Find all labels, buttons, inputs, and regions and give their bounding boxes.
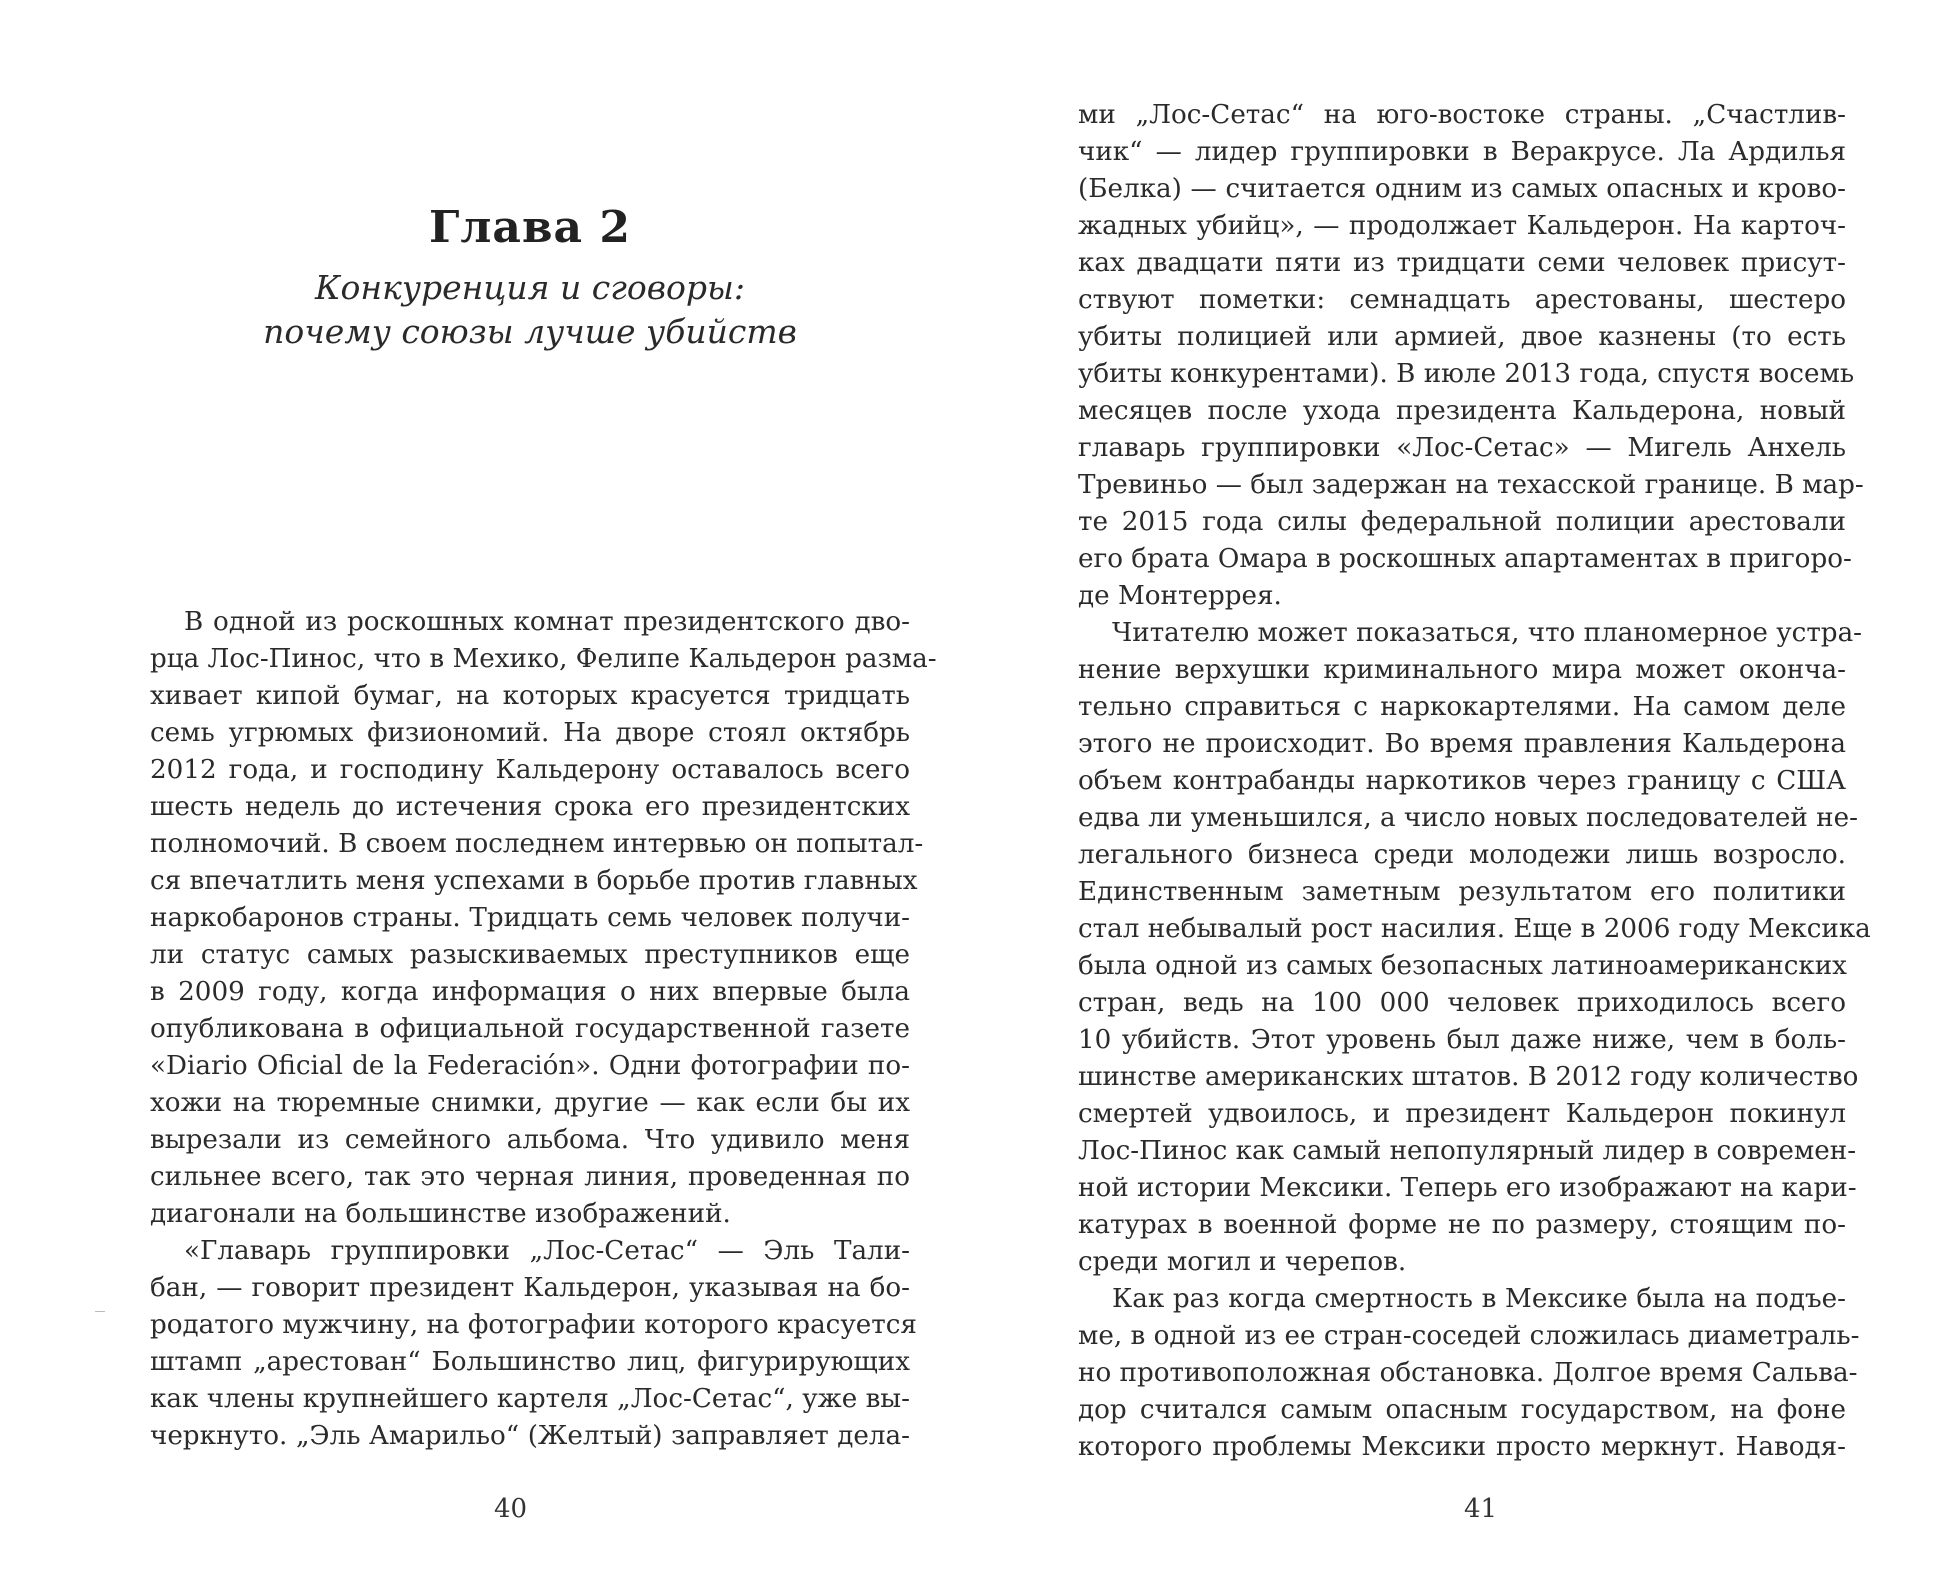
- text-line: вырезали из семейного альбома. Что удивило меня: [150, 1125, 910, 1155]
- text-line: катурах в военной форме не по размеру, стоящим по-: [1078, 1210, 1846, 1240]
- text-line: легального бизнеса среди молодежи лишь возросло.: [1078, 840, 1846, 870]
- text-line: убиты конкурентами). В июле 2013 года, спустя восемь: [1078, 359, 1855, 389]
- text-line: ся впечатлить меня успехами в борьбе против главных: [150, 866, 918, 896]
- text-line: шесть недель до истечения срока его президентских: [150, 792, 910, 822]
- text-line: бан, — говорит президент Кальдерон, указывая на бо-: [150, 1273, 910, 1303]
- chapter-title: Глава 2: [429, 202, 631, 253]
- text-line: хожи на тюремные снимки, другие — как если бы их: [150, 1088, 910, 1118]
- text-line: стал небывалый рост насилия. Еще в 2006 году Мексика: [1078, 914, 1871, 944]
- text-line: была одной из самых безопасных латиноамериканских: [1078, 951, 1847, 981]
- chapter-subtitle-line: Конкуренция и сговоры:: [315, 268, 745, 307]
- text-line: 10 убийств. Этот уровень был даже ниже, чем в боль-: [1078, 1025, 1846, 1055]
- chapter-subtitle-line: почему союзы лучше убийств: [263, 312, 797, 351]
- text-line: опубликована в официальной государственной газете: [150, 1014, 910, 1044]
- text-line: ной истории Мексики. Теперь его изображают на кари-: [1078, 1173, 1857, 1203]
- text-line: В одной из роскошных комнат президентского дво-: [184, 607, 910, 637]
- text-line: ме, в одной из ее стран-соседей сложилась диаметраль-: [1078, 1321, 1860, 1351]
- text-line: этого не происходит. Во время правления Кальдерона: [1078, 729, 1846, 759]
- text-line: главарь группировки «Лос-Сетас» — Мигель Анхель: [1078, 433, 1846, 463]
- text-line: диагонали на большинстве изображений.: [150, 1199, 731, 1229]
- right-page: [976, 0, 1952, 1595]
- text-line: тельно справиться с наркокартелями. На самом деле: [1078, 692, 1846, 722]
- text-line: рца Лос-Пинос, что в Мехико, Фелипе Кальдерон разма-: [150, 644, 937, 674]
- text-line: полномочий. В своем последнем интервью он попытал-: [150, 829, 924, 859]
- right-page-body: [1078, 97, 1871, 1466]
- text-line: (Белка) — считается одним из самых опасных и крово-: [1078, 174, 1846, 204]
- margin-mark: [95, 1311, 105, 1312]
- text-line: хивает кипой бумаг, на которых красуется тридцать: [150, 681, 910, 711]
- text-line: едва ли уменьшился, а число новых последователей не-: [1078, 803, 1858, 833]
- chapter-subtitle: [150, 266, 910, 354]
- text-line: чик“ — лидер группировки в Веракрусе. Ла Ардилья: [1078, 137, 1846, 167]
- text-line: нение верхушки криминального мира может оконча-: [1078, 655, 1846, 685]
- text-line: черкнуто. „Эль Амарильо“ (Желтый) заправляет дела-: [150, 1421, 910, 1451]
- text-line: жадных убийц», — продолжает Кальдерон. На карточ-: [1078, 211, 1846, 241]
- text-line: Как раз когда смертность в Мексике была на подъе-: [1112, 1284, 1846, 1314]
- text-line: ми „Лос-Сетас“ на юго-востоке страны. „Счастлив-: [1078, 100, 1846, 130]
- text-line: ствуют пометки: семнадцать арестованы, шестеро: [1078, 285, 1846, 315]
- text-line: ках двадцати пяти из тридцати семи человек присут-: [1078, 248, 1846, 278]
- text-line: убиты полицией или армией, двое казнены (то есть: [1078, 322, 1846, 352]
- text-line: смертей удвоилось, и президент Кальдерон покинул: [1078, 1099, 1846, 1129]
- text-line: его брата Омара в роскошных апартаментах в пригоро-: [1078, 544, 1852, 574]
- text-line: которого проблемы Мексики просто меркнут. Наводя-: [1078, 1432, 1846, 1462]
- text-line: объем контрабанды наркотиков через границу с США: [1078, 766, 1846, 796]
- text-line: Читателю может показаться, что планомерное устра-: [1112, 618, 1863, 648]
- text-line: как члены крупнейшего картеля „Лос-Сетас“, уже вы-: [150, 1384, 910, 1414]
- text-line: «Главарь группировки „Лос-Сетас“ — Эль Тали-: [184, 1236, 910, 1266]
- text-line: дор считался самым опасным государством, на фоне: [1078, 1395, 1846, 1425]
- text-line: 2012 года, и господину Кальдерону оставалось всего: [150, 755, 910, 785]
- text-line: те 2015 года силы федеральной полиции арестовали: [1078, 507, 1846, 537]
- text-line: наркобаронов страны. Тридцать семь человек получи-: [150, 903, 910, 933]
- left-page-body: [150, 604, 937, 1455]
- text-line: «Diario Oficial de la Federación». Одни фотографии по-: [150, 1051, 910, 1081]
- text-line: ли статус самых разыскиваемых преступников еще: [150, 940, 910, 970]
- text-line: Единственным заметным результатом его политики: [1078, 877, 1846, 907]
- page-number: 40: [494, 1494, 528, 1524]
- text-line: де Монтеррея.: [1078, 581, 1282, 611]
- text-line: среди могил и черепов.: [1078, 1247, 1407, 1277]
- text-line: в 2009 году, когда информация о них впервые была: [150, 977, 910, 1007]
- text-line: но противоположная обстановка. Долгое время Сальва-: [1078, 1358, 1858, 1388]
- text-line: семь угрюмых физиономий. На дворе стоял октябрь: [150, 718, 910, 748]
- text-line: сильнее всего, так это черная линия, проведенная по: [150, 1162, 910, 1192]
- page-number: 41: [1464, 1494, 1498, 1524]
- text-line: шинстве американских штатов. В 2012 году количество: [1078, 1062, 1859, 1092]
- text-line: Тревиньо — был задержан на техасской границе. В мар-: [1078, 470, 1864, 500]
- text-line: родатого мужчину, на фотографии которого красуется: [150, 1310, 917, 1340]
- text-line: штамп „арестован“ Большинство лиц, фигурирующих: [150, 1347, 910, 1377]
- text-line: Лос-Пинос как самый непопулярный лидер в современ-: [1078, 1136, 1857, 1166]
- text-line: стран, ведь на 100 000 человек приходилось всего: [1078, 988, 1846, 1018]
- text-line: месяцев после ухода президента Кальдерона, новый: [1078, 396, 1846, 426]
